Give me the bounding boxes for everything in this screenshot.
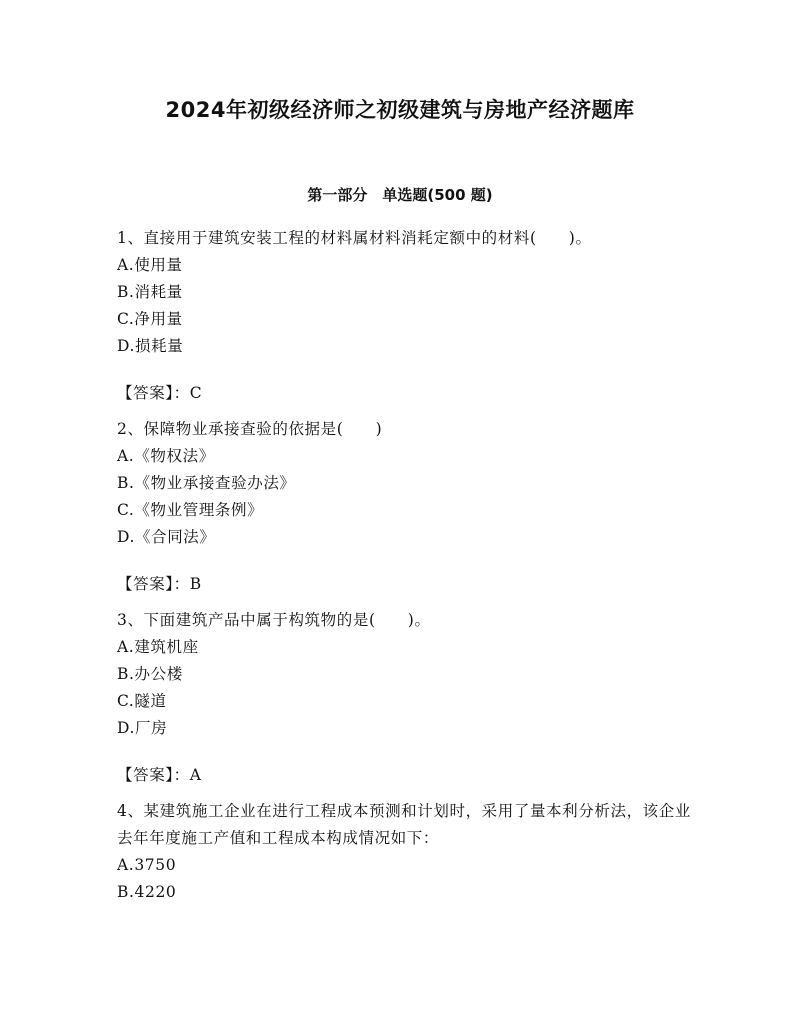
- option-d: D.损耗量: [117, 337, 184, 355]
- option-c: C.《物业管理条例》: [117, 501, 264, 519]
- option-d: D.厂房: [117, 719, 168, 737]
- answer-text: 【答案】：A: [117, 766, 202, 784]
- question-stem: 4、某建筑施工企业在进行工程成本预测和计划时，采用了量本利分析法，该企业去年年度施工产值和工程成本构成情况如下：: [117, 802, 691, 847]
- option-a: A.《物权法》: [117, 447, 215, 465]
- question-stem: 3、下面建筑产品中属于构筑物的是( )。: [117, 611, 431, 629]
- question-4: [117, 798, 697, 906]
- question-list: [117, 225, 697, 906]
- question-stem: 1、直接用于建筑安装工程的材料属材料消耗定额中的材料( )。: [117, 229, 592, 247]
- document-title: 2024年初级经济师之初级建筑与房地产经济题库: [165, 98, 635, 122]
- question-1: [117, 225, 697, 407]
- option-c: C.净用量: [117, 310, 183, 328]
- option-b: B.消耗量: [117, 283, 183, 301]
- option-a: A.建筑机座: [117, 638, 199, 656]
- option-c: C.隧道: [117, 692, 167, 710]
- option-b: B.4220: [117, 883, 177, 901]
- question-3: [117, 607, 697, 789]
- answer-text: 【答案】：C: [117, 384, 203, 402]
- option-a: A.使用量: [117, 256, 183, 274]
- answer-text: 【答案】：B: [117, 575, 202, 593]
- option-b: B.办公楼: [117, 665, 183, 683]
- option-d: D.《合同法》: [117, 528, 216, 546]
- question-stem: 2、保障物业承接查验的依据是( ): [117, 420, 383, 438]
- option-b: B.《物业承接查验办法》: [117, 474, 296, 492]
- option-a: A.3750: [117, 856, 177, 874]
- question-2: [117, 416, 697, 598]
- section-heading: 第一部分 单选题(500 题): [307, 186, 493, 204]
